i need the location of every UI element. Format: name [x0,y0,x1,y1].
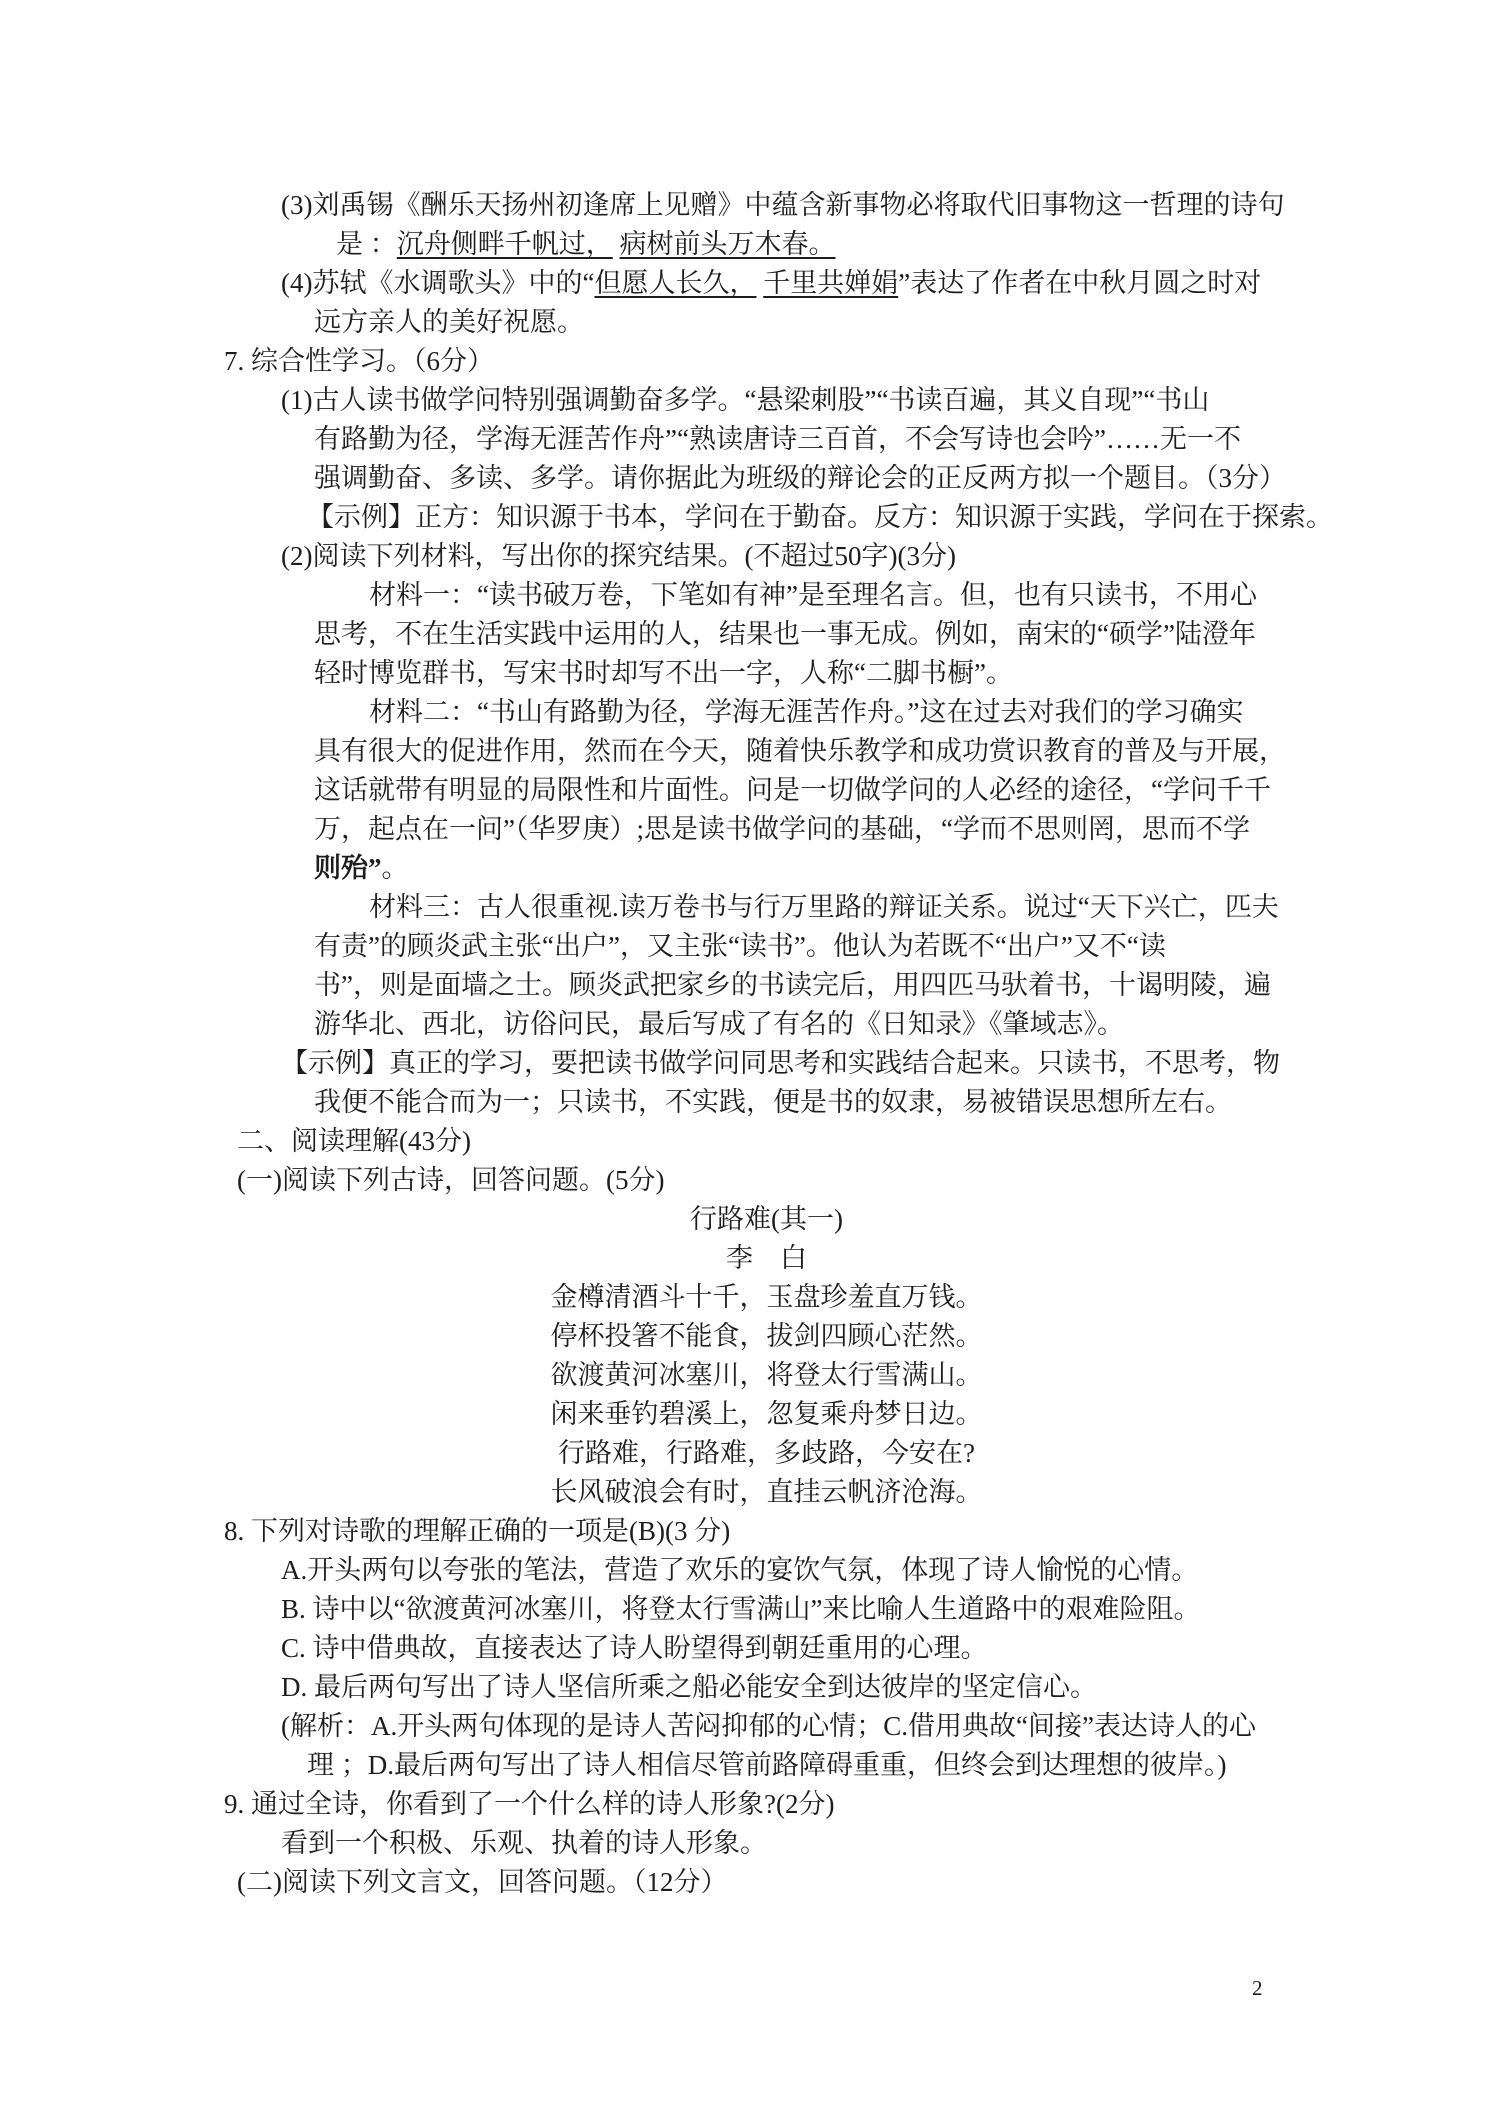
text-segment: D. 最后两句写出了诗人坚信所乘之船必能安全到达彼岸的坚定信心。 [281,1672,1097,1702]
text-segment: (解析：A.开头两句体现的是诗人苦闷抑郁的心情；C.借用典故“间接”表达诗人的心 [281,1711,1256,1741]
text-segment: 【示例】正方：知识源于书本，学问在于勤奋。反方：知识源于实践，学问在于探索。 [307,502,1333,532]
centered-line [0,1239,1493,1278]
document-line [0,654,1493,693]
document-line [0,420,1493,459]
text-segment: 具有很大的促进作用，然而在今天，随着快乐教学和成功赏识教育的普及与开展， [314,736,1286,766]
document-line [0,1746,1493,1785]
centered-line [0,1395,1493,1434]
text-segment: 欲渡黄河冰塞川，将登太行雪满山。 [550,1360,983,1390]
document-line [0,303,1493,342]
document-line [0,615,1493,654]
document-line [0,693,1493,732]
centered-line [0,1317,1493,1356]
text-segment: 行路难(其一) [690,1204,843,1234]
centered-line [0,1473,1493,1512]
document-line [0,1707,1493,1746]
text-segment: (一)阅读下列古诗，回答问题。(5分) [237,1165,665,1195]
text-segment: 材料二：“书山有路勤为径，学海无涯苦作舟。”这在过去对我们的学习确实 [369,697,1244,727]
document-line [0,1629,1493,1668]
text-segment: 李 白 [726,1243,807,1273]
text-segment: 。 [381,853,409,883]
document-line [0,1551,1493,1590]
text-segment: 材料一：“读书破万卷，下笔如有神”是至理名言。但，也有只读书，不用心 [369,580,1257,610]
text-segment [613,229,620,259]
document-line [0,849,1493,888]
centered-line [0,1434,1493,1473]
text-segment: 远方亲人的美好祝愿。 [314,307,584,337]
text-segment: 强调勤奋、多读、多学。请你据此为班级的辩论会的正反两方拟一个题目。（3分） [314,463,1286,493]
document-line [0,264,1493,303]
text-segment: 轻时博览群书，写宋书时却写不出一字，人称“二脚书橱”。 [314,658,1013,688]
document-line [0,1161,1493,1200]
document-line [0,342,1493,381]
text-segment: 我便不能合而为一；只读书，不实践，便是书的奴隶，易被错误思想所左右。 [314,1087,1232,1117]
document-line [0,537,1493,576]
underlined-answer-text: 但愿人长久， [594,268,757,298]
text-segment: 游华北、西北，访俗问民，最后写成了有名的《日知录》《肇域志》。 [314,1009,1124,1039]
text-segment: 9. 通过全诗，你看到了一个什么样的诗人形象?(2分) [224,1789,835,1819]
text-segment: 闲来垂钓碧溪上，忽复乘舟梦日边。 [550,1399,983,1429]
underlined-answer-text: 千里共婵娟 [763,268,899,298]
document-line [0,1122,1493,1161]
text-segment: (1)古人读书做学问特别强调勤奋多学。“悬梁刺股”“书读百遍，其义自现”“书山 [281,385,1210,415]
document-line [0,966,1493,1005]
centered-line [0,1278,1493,1317]
text-segment: C. 诗中借典故，直接表达了诗人盼望得到朝廷重用的心理。 [281,1633,988,1663]
document-line [0,927,1493,966]
text-segment: 材料三：古人很重视.读万卷书与行万里路的辩证关系。说过“天下兴亡，匹夫 [369,892,1279,922]
text-segment: 是 ： [336,229,397,259]
document-line [0,1512,1493,1551]
document-line [0,1785,1493,1824]
text-segment: 金樽清酒斗十千，玉盘珍羞直万钱。 [550,1282,983,1312]
document-line [0,1668,1493,1707]
text-segment: (二)阅读下列文言文，回答问题。（12分） [237,1867,728,1897]
document-line [0,1083,1493,1122]
document-line [0,186,1493,225]
document-line [0,732,1493,771]
document-body [0,186,1493,1902]
text-segment: 这话就带有明显的局限性和片面性。问是一切做学问的人必经的途径，“学问千千 [314,775,1271,805]
text-segment: 有路勤为径，学海无涯苦作舟”“熟读唐诗三百首，不会写诗也会吟”……无一不 [314,424,1241,454]
text-segment: 8. 下列对诗歌的理解正确的一项是(B)(3 分) [224,1516,731,1546]
page-number: 2 [1252,1976,1263,2000]
text-segment: (3)刘禹锡《酬乐天扬州初逢席上见赠》中蕴含新事物必将取代旧事物这一哲理的诗句 [281,190,1285,220]
document-line [0,498,1493,537]
text-segment: 万，起点在一问”（华罗庚）;思是读书做学问的基础，“学而不思则罔，思而不学 [314,814,1250,844]
document-line [0,225,1493,264]
text-segment: 有责”的顾炎武主张“出户”，又主张“读书”。他认为若既不“出户”又不“读 [314,931,1166,961]
document-line [0,381,1493,420]
document-line [0,576,1493,615]
text-segment: 【示例】真正的学习，要把读书做学问同思考和实践结合起来。只读书，不思考，物 [281,1048,1280,1078]
text-segment: 7. 综合性学习。（6分） [224,346,494,376]
text-segment: 长风破浪会有时，直挂云帆济沧海。 [550,1477,983,1507]
text-segment: (4)苏轼《水调歌头》中的“ [281,268,595,298]
document-line [0,771,1493,810]
text-segment: 书”，则是面墙之士。顾炎武把家乡的书读完后，用四匹马驮着书，十谒明陵，遍 [314,970,1271,1000]
text-segment: A.开头两句以夸张的笔法，营造了欢乐的宴饮气氛，体现了诗人愉悦的心情。 [281,1555,1199,1585]
document-line [0,1824,1493,1863]
text-segment: 停杯投箸不能食，拔剑四顾心茫然。 [550,1321,983,1351]
document-line [0,1590,1493,1629]
bold-text: 则殆” [314,853,382,883]
underlined-answer-text: 沉舟侧畔千帆过， [396,229,613,259]
text-segment: (2)阅读下列材料，写出你的探究结果。(不超过50字)(3分) [281,541,956,571]
text-segment: 行路难，行路难，多歧路，今安在? [558,1438,975,1468]
text-segment: 理 ；D.最后两句写出了诗人相信尽管前路障碍重重，但终会到达理想的彼岸。) [307,1750,1227,1780]
text-segment: 二、阅读理解(43分) [237,1126,471,1156]
text-segment: 思考，不在生活实践中运用的人，结果也一事无成。例如，南宋的“硕学”陆澄年 [314,619,1256,649]
document-line [0,459,1493,498]
text-segment: ”表达了作者在中秋月圆之时对 [898,268,1262,298]
document-line [0,888,1493,927]
document-line [0,1044,1493,1083]
text-segment: 看到一个积极、乐观、执着的诗人形象。 [281,1828,767,1858]
document-line [0,1005,1493,1044]
text-segment: B. 诗中以“欲渡黄河冰塞川，将登太行雪满山”来比喻人生道路中的艰难险阻。 [281,1594,1201,1624]
document-line [0,1863,1493,1902]
document-line [0,810,1493,849]
centered-line [0,1200,1493,1239]
underlined-answer-text: 病树前头万木春。 [619,229,836,259]
centered-line [0,1356,1493,1395]
